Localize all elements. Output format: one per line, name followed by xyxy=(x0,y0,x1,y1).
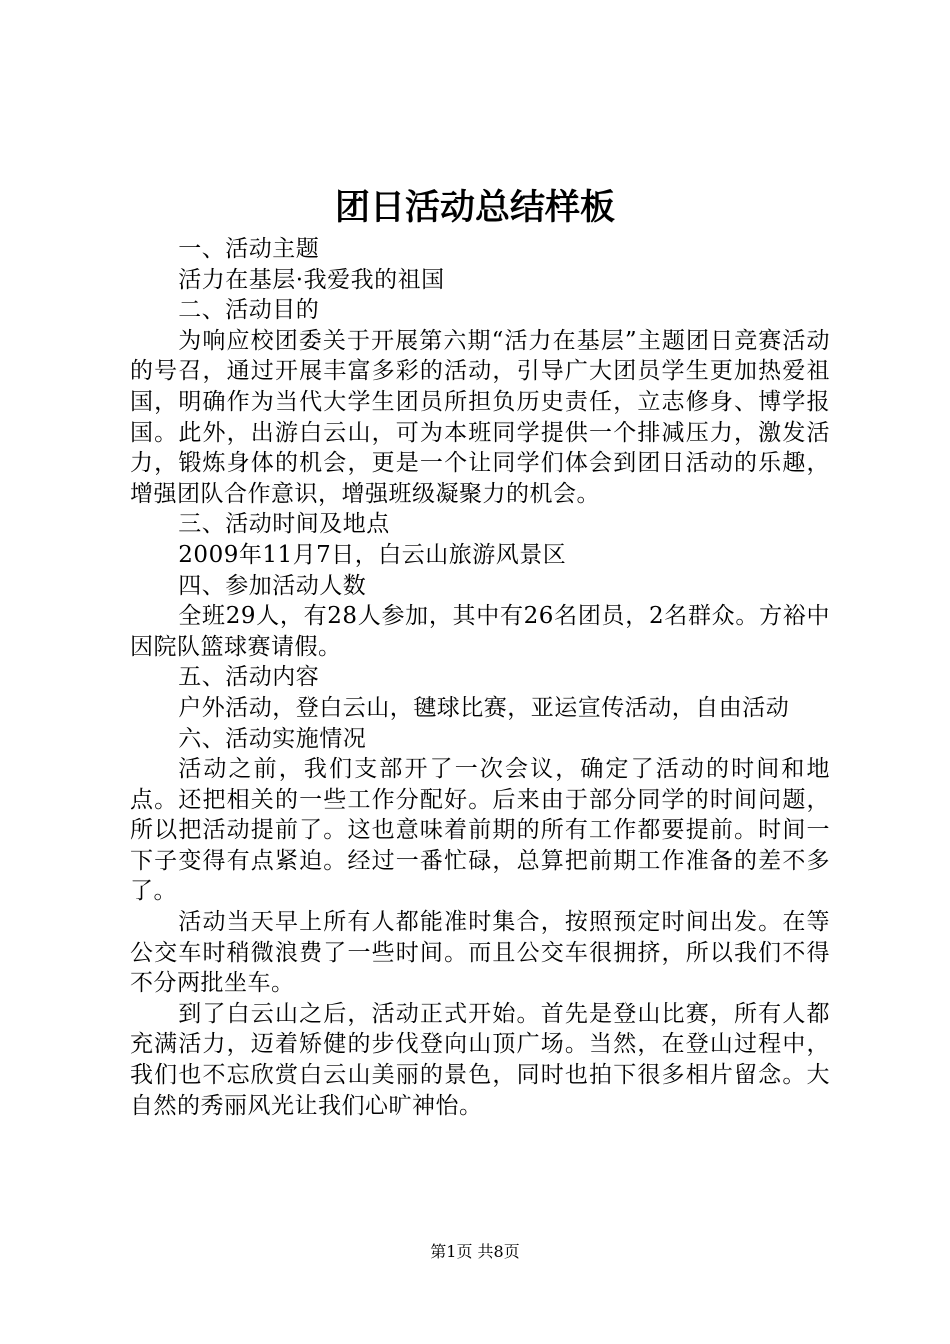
document-body xyxy=(130,234,830,1121)
paragraph-purpose: 为响应校团委关于开展第六期“活力在基层”主题团日竞赛活动的号召，通过开展丰富多彩的活动，引导广大团员学生更加热爱祖国，明确作为当代大学生团员所担负历史责任，立志修身、博学报国。此外，出游白云山，可为本班同学提供一个排减压力，激发活力，锻炼身体的机会，更是一个让同学们体会到团日活动的乐趣，增强团队合作意识，增强班级凝聚力的机会。 xyxy=(130,327,830,507)
document-title: 团日活动总结样板 xyxy=(334,187,615,228)
section-heading-content: 五、活动内容 xyxy=(178,664,320,691)
section-heading-implementation: 六、活动实施情况 xyxy=(178,725,367,752)
section-heading-purpose: 二、活动目的 xyxy=(178,297,320,324)
page-footer: 第1页 共8页 xyxy=(430,1242,520,1261)
section-heading-theme: 一、活动主题 xyxy=(178,236,320,262)
paragraph-implementation-2: 活动当天早上所有人都能准时集合，按照预定时间出发。在等公交车时稍微浪费了一些时间。而且公交车很拥挤，所以我们不得不分两批坐车。 xyxy=(130,909,830,997)
paragraph-participants: 全班29人，有28人参加，其中有26名团员，2名群众。方裕中因院队篮球赛请假。 xyxy=(130,603,830,660)
paragraph-theme: 活力在基层·我爱我的祖国 xyxy=(178,266,445,293)
paragraph-implementation-3: 到了白云山之后，活动正式开始。首先是登山比赛，所有人都充满活力，迈着矫健的步伐登向山顶广场。当然，在登山过程中，我们也不忘欣赏白云山美丽的景色，同时也拍下很多相片留念。大自然的秀丽风光让我们心旷神怡。 xyxy=(130,1000,830,1119)
paragraph-content: 户外活动，登白云山，毽球比赛，亚运宣传活动，自由活动 xyxy=(178,694,790,721)
paragraph-time-place: 2009年11月7日，白云山旅游风景区 xyxy=(178,541,567,568)
paragraph-implementation-1: 活动之前，我们支部开了一次会议，确定了活动的时间和地点。还把相关的一些工作分配好。后来由于部分同学的时间问题，所以把活动提前了。这也意味着前期的所有工作都要提前。时间一下子变得有点紧迫。经过一番忙碌，总算把前期工作准备的差不多了。 xyxy=(130,756,830,905)
section-heading-participants: 四、参加活动人数 xyxy=(178,572,367,599)
section-heading-time-place: 三、活动时间及地点 xyxy=(178,511,390,538)
